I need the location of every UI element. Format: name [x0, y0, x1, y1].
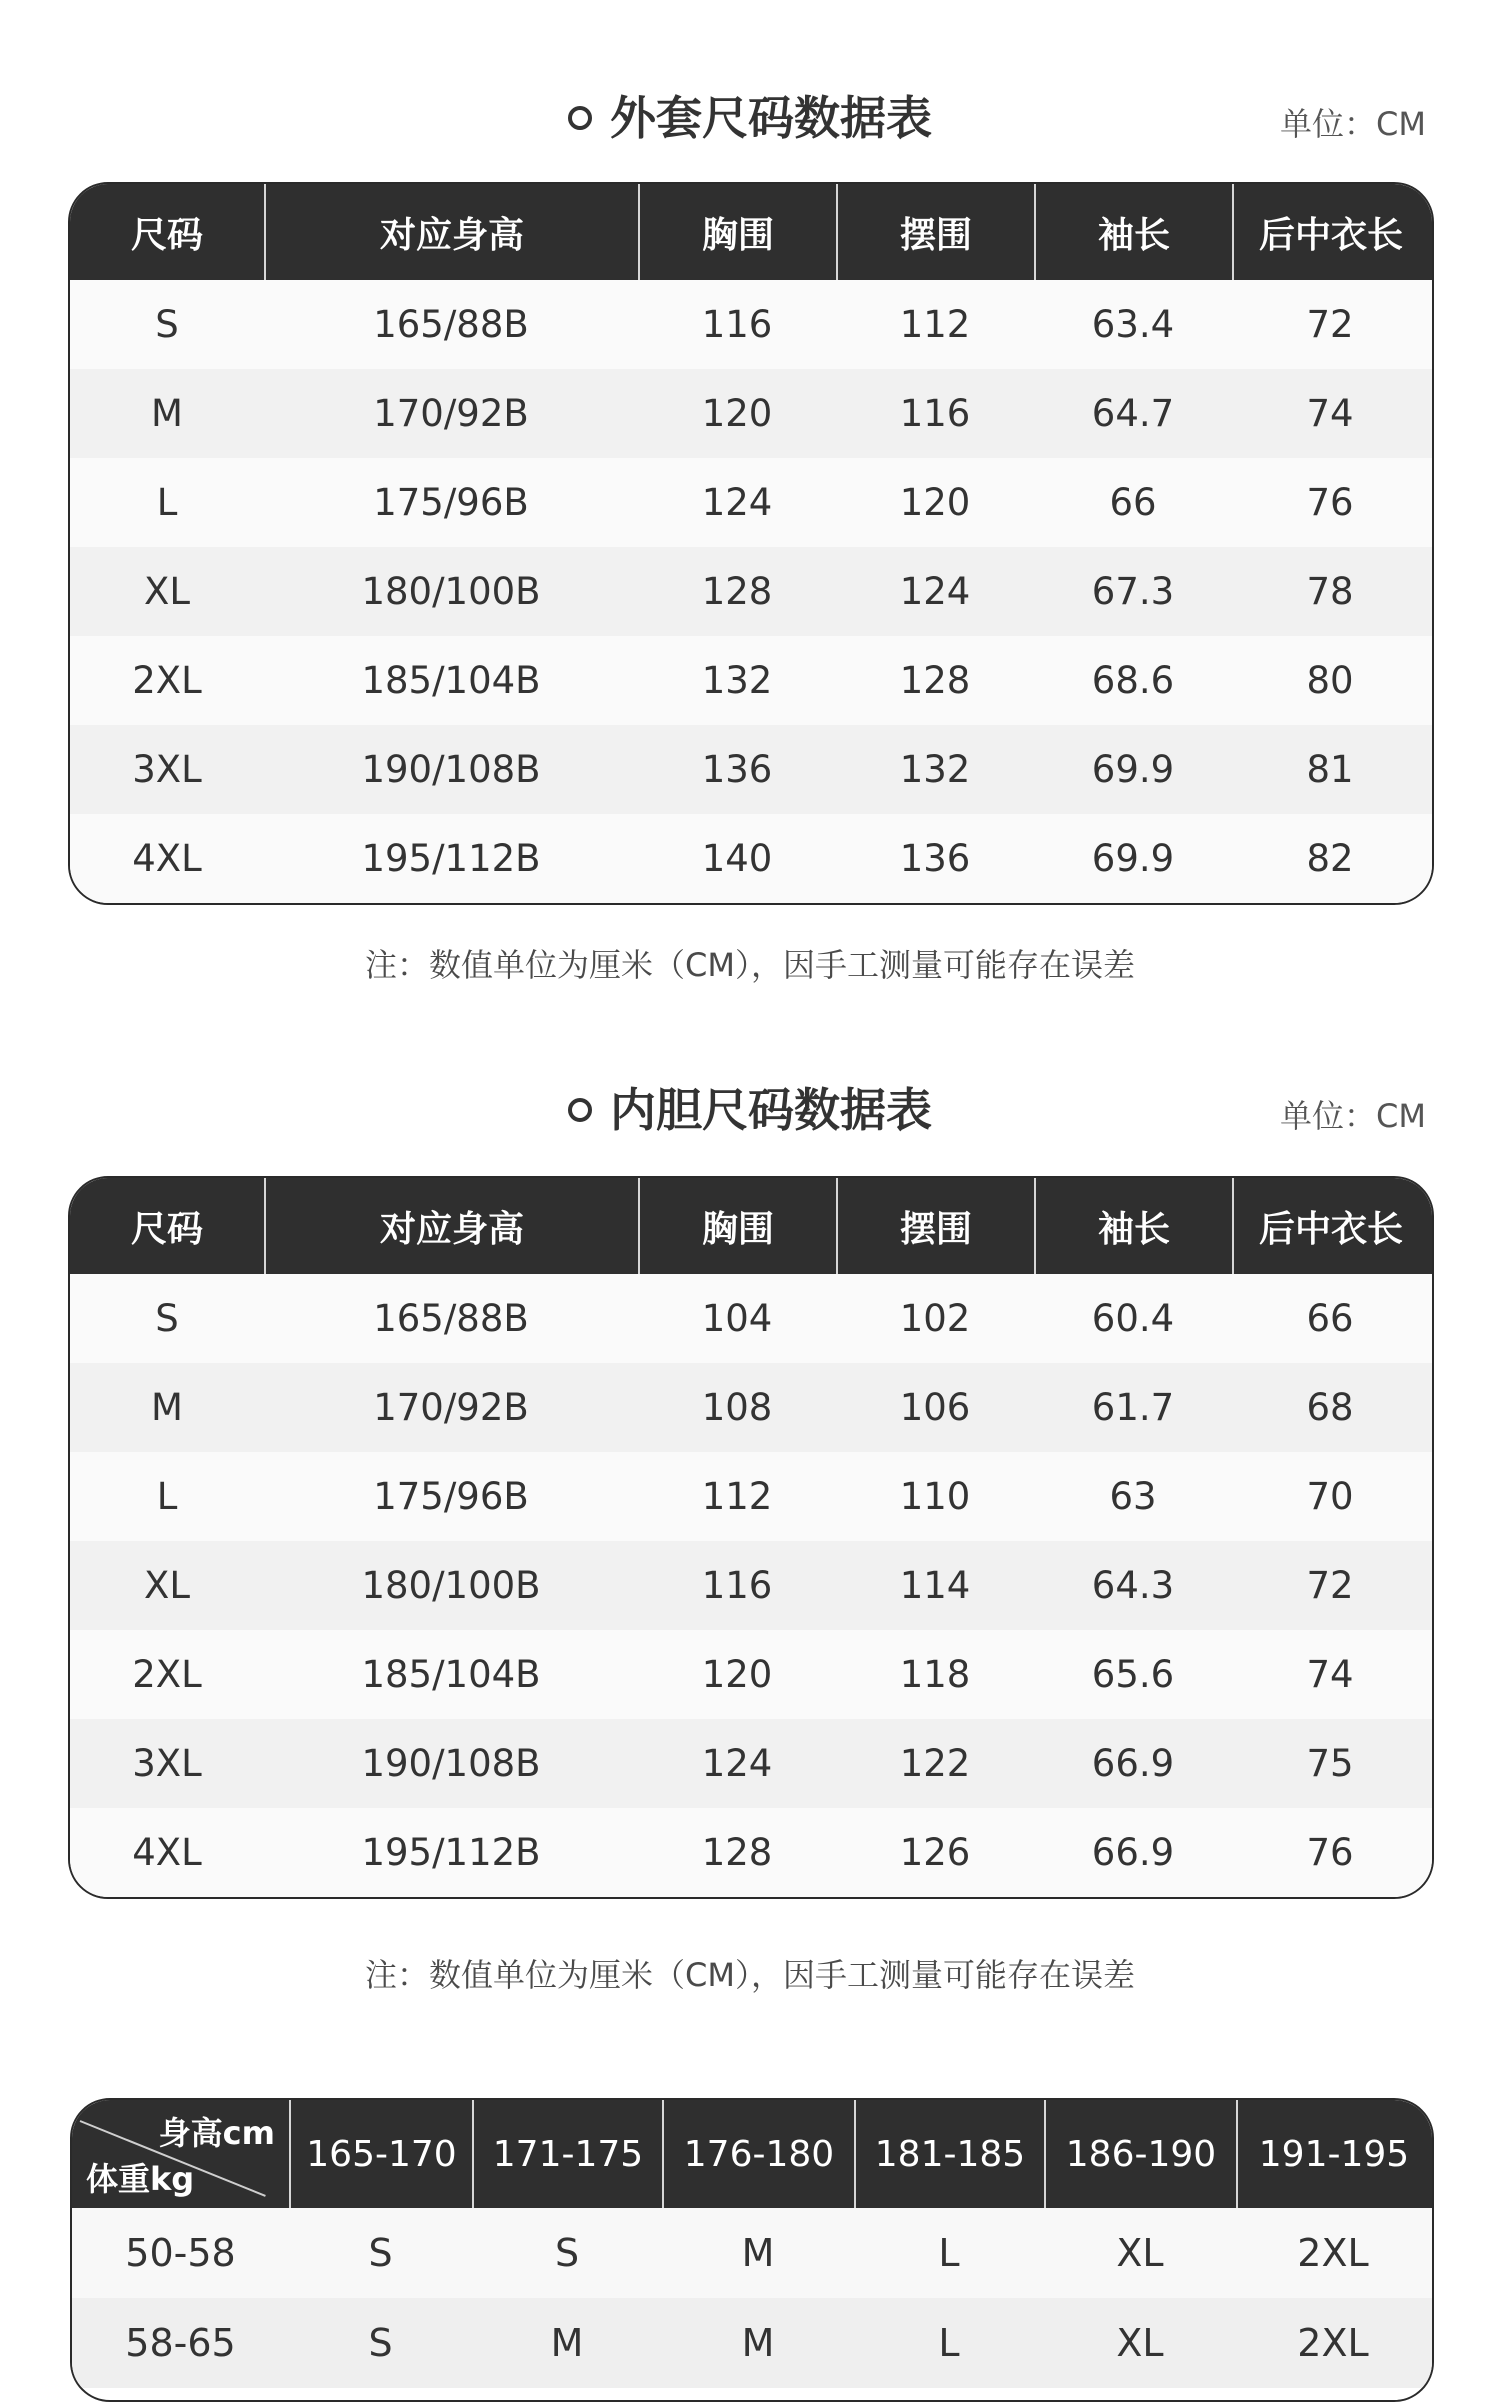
inner-note: 注：数值单位为厘米（CM），因手工测量可能存在误差 [365, 1956, 1135, 1994]
table-cell: 108 [701, 1386, 773, 1429]
table-row [70, 1719, 1432, 1808]
table-cell: 68.6 [1091, 659, 1175, 702]
height-range-header: 171-175 [472, 2100, 662, 2208]
size-cell: 2XL [1297, 2321, 1369, 2365]
corner-weight-label: 体重kg [86, 2160, 195, 2198]
outer-title: 外套尺码数据表 [610, 91, 932, 145]
table-row [70, 1274, 1432, 1363]
table-cell: 3XL [132, 748, 202, 791]
table-cell: 180/100B [361, 570, 541, 613]
table-cell: 61.7 [1091, 1386, 1175, 1429]
inner-size-table [68, 1176, 1434, 1899]
table-cell: 195/112B [361, 1831, 541, 1874]
table-cell: 114 [899, 1564, 971, 1607]
header-cell: 摆围 [836, 1178, 1034, 1274]
table-cell: 76 [1306, 1831, 1354, 1874]
table-row [70, 725, 1432, 814]
table-cell: 63 [1109, 1475, 1157, 1518]
table-cell: 120 [701, 392, 773, 435]
size-cell: XL [1116, 2231, 1164, 2275]
table-cell: 67.3 [1091, 570, 1175, 613]
height-range-header: 191-195 [1236, 2100, 1430, 2208]
inner-section-header [0, 1070, 1500, 1150]
table-cell: 112 [701, 1475, 773, 1518]
table-cell: 66 [1306, 1297, 1354, 1340]
header-cell: 尺码 [130, 214, 203, 256]
header-cell: 后中衣长 [1232, 1178, 1428, 1274]
table-row [70, 369, 1432, 458]
header-cell: 对应身高 [264, 184, 638, 280]
size-cell: M [550, 2321, 584, 2365]
table-row [70, 1808, 1432, 1897]
height-range-header: 165-170 [289, 2100, 472, 2208]
outer-title-wrap [0, 78, 1500, 158]
header-cell: 袖长 [1034, 184, 1232, 280]
table-cell: 110 [899, 1475, 971, 1518]
table-cell: 78 [1306, 570, 1354, 613]
height-range-header: 176-180 [662, 2100, 854, 2208]
table-cell: 120 [899, 481, 971, 524]
table-row [70, 547, 1432, 636]
table-cell: 64.7 [1091, 392, 1175, 435]
header-cell: 对应身高 [264, 1178, 638, 1274]
weight-range-cell: 50-58 [125, 2231, 236, 2275]
inner-title-wrap [0, 1070, 1500, 1150]
table-cell: 4XL [132, 1831, 202, 1874]
table-cell: 185/104B [361, 659, 541, 702]
table-cell: 81 [1306, 748, 1354, 791]
header-cell: 摆围 [836, 184, 1034, 280]
corner-height-label: 身高cm [158, 2114, 275, 2152]
circle-icon [568, 1098, 592, 1122]
table-cell: 2XL [132, 659, 202, 702]
table-cell: 195/112B [361, 837, 541, 880]
table-cell: 68 [1306, 1386, 1354, 1429]
table-cell: 124 [701, 481, 773, 524]
table-cell: XL [144, 1564, 190, 1607]
table-cell: 124 [701, 1742, 773, 1785]
table-cell: 170/92B [373, 1386, 529, 1429]
header-cell: 袖长 [1034, 1178, 1232, 1274]
size-cell: L [938, 2321, 960, 2365]
corner-cell [72, 2100, 289, 2208]
table-cell: 118 [899, 1653, 971, 1696]
table-cell: 4XL [132, 837, 202, 880]
table-cell: 72 [1306, 1564, 1354, 1607]
size-cell: L [938, 2231, 960, 2275]
table-cell: 136 [701, 748, 773, 791]
table-cell: 2XL [132, 1653, 202, 1696]
table-cell: 136 [899, 837, 971, 880]
size-cell: S [554, 2231, 580, 2275]
table-cell: 106 [899, 1386, 971, 1429]
table-cell: 180/100B [361, 1564, 541, 1607]
table-cell: 120 [701, 1653, 773, 1696]
table-cell: 75 [1306, 1742, 1354, 1785]
table-cell: 65.6 [1091, 1653, 1175, 1696]
table-cell: 170/92B [373, 392, 529, 435]
table-cell: 60.4 [1091, 1297, 1175, 1340]
table-cell: 3XL [132, 1742, 202, 1785]
size-cell: M [741, 2231, 775, 2275]
height-range-header: 181-185 [854, 2100, 1044, 2208]
table-cell: 190/108B [361, 748, 541, 791]
table-cell: 132 [701, 659, 773, 702]
table-cell: 128 [701, 1831, 773, 1874]
table-cell: 74 [1306, 1653, 1354, 1696]
table-cell: 64.3 [1091, 1564, 1175, 1607]
table-cell: S [155, 1297, 179, 1340]
table-row [70, 814, 1432, 903]
table-cell: XL [144, 570, 190, 613]
outer-note: 注：数值单位为厘米（CM），因手工测量可能存在误差 [365, 946, 1135, 984]
table-row [72, 2298, 1432, 2388]
table-cell: 63.4 [1091, 303, 1175, 346]
table-cell: M [151, 392, 183, 435]
table-cell: 116 [701, 303, 773, 346]
size-cell: S [368, 2231, 393, 2275]
inner-unit-label: 单位：CM [1280, 1097, 1426, 1135]
outer-size-table [68, 182, 1434, 905]
table-cell: 128 [701, 570, 773, 613]
table-cell: 74 [1306, 392, 1354, 435]
size-cell: M [741, 2321, 775, 2365]
table-row [70, 636, 1432, 725]
table-cell: 140 [701, 837, 773, 880]
outer-unit-label: 单位：CM [1280, 105, 1426, 143]
table-cell: 190/108B [361, 1742, 541, 1785]
table-row [70, 1452, 1432, 1541]
table-cell: M [151, 1386, 183, 1429]
table-cell: 185/104B [361, 1653, 541, 1696]
header-cell: 尺码 [130, 1208, 203, 1250]
circle-icon [568, 106, 592, 130]
table-cell: 126 [899, 1831, 971, 1874]
outer-section-header [0, 78, 1500, 158]
header-cell: 胸围 [638, 1178, 836, 1274]
table-header-row [70, 184, 1432, 280]
table-row [70, 1630, 1432, 1719]
table-cell: S [155, 303, 179, 346]
weight-table-header [72, 2100, 1432, 2208]
table-cell: 116 [701, 1564, 773, 1607]
table-cell: L [156, 481, 178, 524]
size-cell: 2XL [1297, 2231, 1369, 2275]
table-cell: 122 [899, 1742, 971, 1785]
table-cell: 104 [701, 1297, 773, 1340]
size-cell: S [368, 2321, 393, 2365]
table-row [72, 2208, 1432, 2298]
table-cell: 80 [1306, 659, 1354, 702]
table-row [70, 1541, 1432, 1630]
table-row [70, 280, 1432, 369]
table-cell: 128 [899, 659, 971, 702]
table-row [70, 1363, 1432, 1452]
table-cell: 66 [1109, 481, 1157, 524]
table-row [70, 458, 1432, 547]
weight-height-size-table [70, 2098, 1434, 2402]
table-cell: 102 [899, 1297, 971, 1340]
header-cell: 后中衣长 [1232, 184, 1428, 280]
table-header-row [70, 1178, 1432, 1274]
weight-range-cell: 58-65 [125, 2321, 236, 2365]
table-cell: 165/88B [373, 303, 529, 346]
table-cell: 124 [899, 570, 971, 613]
size-cell: XL [1116, 2321, 1164, 2365]
table-cell: 112 [899, 303, 971, 346]
table-cell: 116 [899, 392, 971, 435]
table-cell: 175/96B [373, 1475, 529, 1518]
table-cell: 69.9 [1091, 837, 1175, 880]
table-cell: 165/88B [373, 1297, 529, 1340]
table-cell: L [156, 1475, 178, 1518]
table-cell: 82 [1306, 837, 1354, 880]
table-cell: 70 [1306, 1475, 1354, 1518]
table-cell: 72 [1306, 303, 1354, 346]
table-cell: 69.9 [1091, 748, 1175, 791]
table-cell: 175/96B [373, 481, 529, 524]
table-cell: 132 [899, 748, 971, 791]
inner-title: 内胆尺码数据表 [610, 1083, 932, 1137]
header-cell: 胸围 [638, 184, 836, 280]
table-cell: 66.9 [1091, 1742, 1175, 1785]
table-cell: 76 [1306, 481, 1354, 524]
table-cell: 66.9 [1091, 1831, 1175, 1874]
height-range-header: 186-190 [1044, 2100, 1236, 2208]
